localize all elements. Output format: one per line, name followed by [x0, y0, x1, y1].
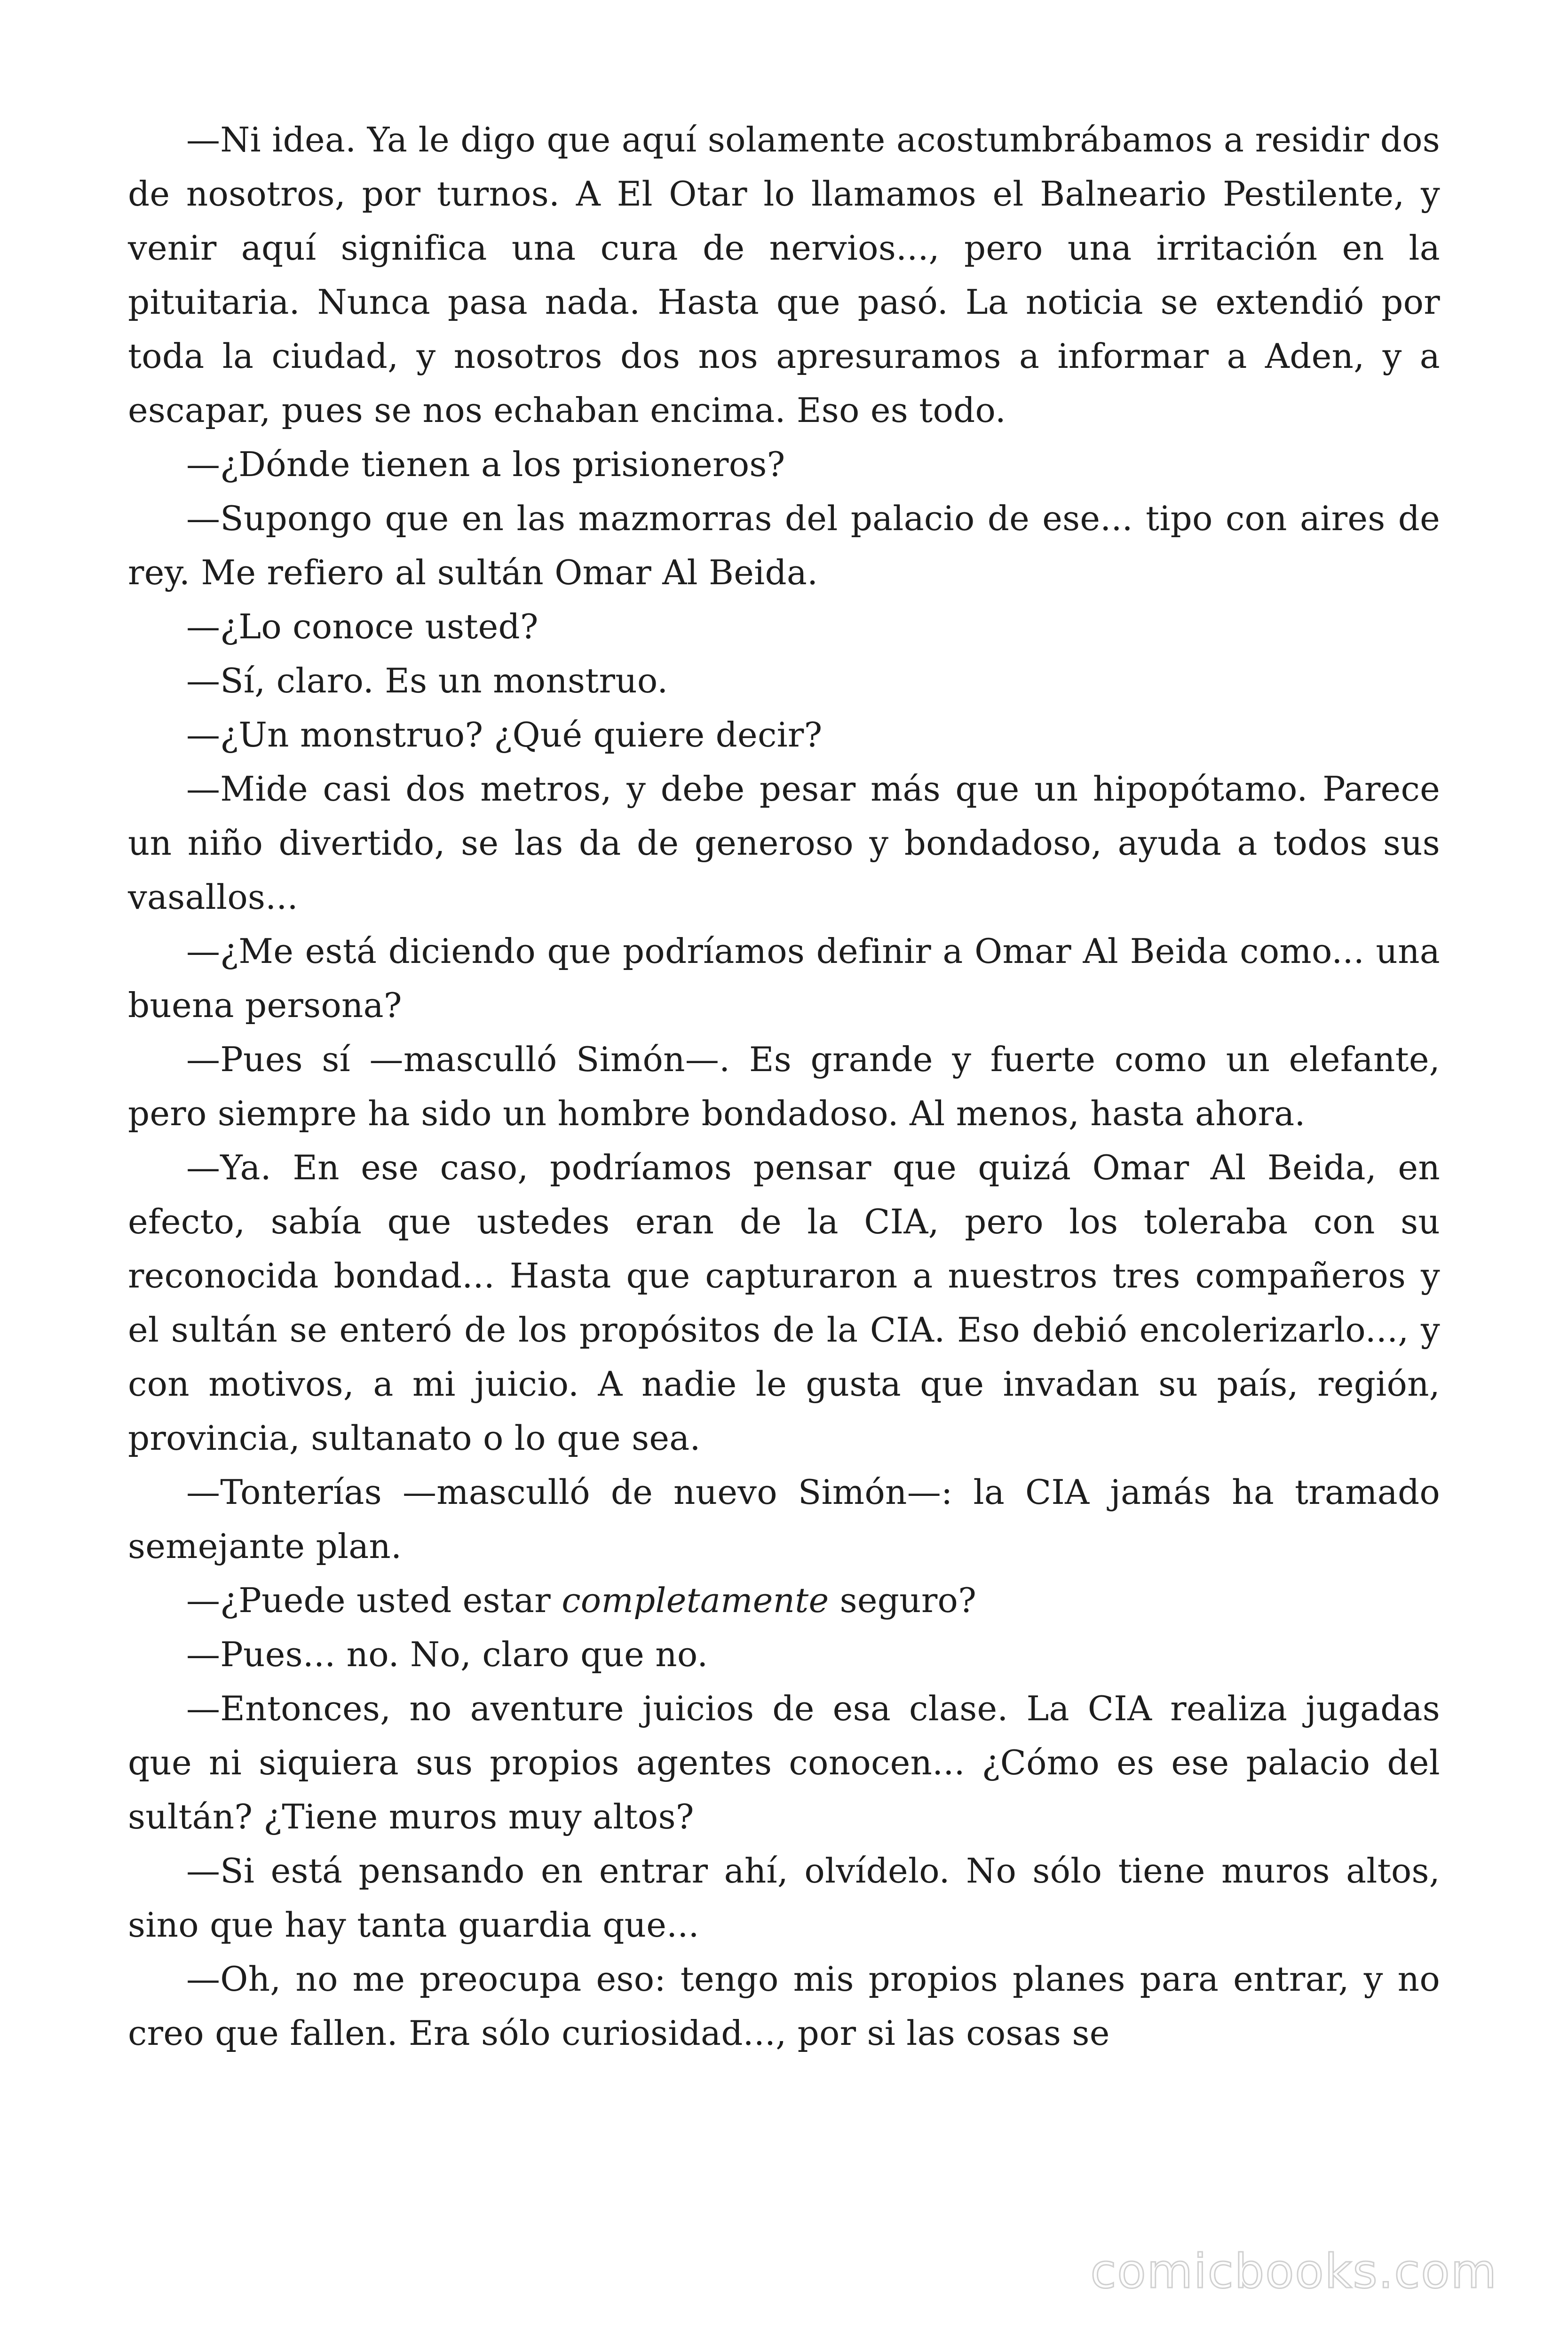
- paragraph: [128, 1573, 1440, 1628]
- paragraph: —¿Me está diciendo que podríamos definir a Omar Al Beida como... una buena persona?: [128, 931, 1440, 1025]
- paragraph: —Mide casi dos metros, y debe pesar más que un hipopótamo. Parece un niño divertido, se las da de generoso y bondadoso, ayuda a todos sus vasallos...: [128, 769, 1440, 917]
- paragraph-text: —¿Puede usted estar: [186, 1581, 562, 1620]
- paragraph: —¿Lo conoce usted?: [186, 607, 539, 646]
- paragraph-text: seguro?: [829, 1581, 977, 1620]
- paragraph: —Ni idea. Ya le digo que aquí solamente acostumbrábamos a residir dos de nosotros, por turnos. A El Otar lo llamamos el Balneario Pestilente, y venir aquí significa una cura de nervios..., pero una irritación en la pituitaria. Nunca pasa nada. Hasta que pasó. La noticia se extendió por toda la ciudad, y nosotros dos nos apresuramos a informar a Aden, y a escapar, pues se nos echaban encima. Eso es todo.: [128, 120, 1440, 430]
- paragraph: —Si está pensando en entrar ahí, olvídelo. No sólo tiene muros altos, sino que hay tanta guardia que...: [128, 1851, 1440, 1945]
- paragraph: —Tonterías —masculló de nuevo Simón—: la CIA jamás ha tramado semejante plan.: [128, 1472, 1440, 1566]
- paragraph: —¿Un monstruo? ¿Qué quiere decir?: [186, 715, 823, 755]
- paragraph: —Sí, claro. Es un monstruo.: [186, 661, 668, 700]
- paragraph: —¿Dónde tienen a los prisioneros?: [186, 445, 785, 484]
- paragraph: —Supongo que en las mazmorras del palacio de ese... tipo con aires de rey. Me refiero al sultán Omar Al Beida.: [128, 499, 1440, 592]
- book-page-body: [128, 113, 1440, 2060]
- paragraph: —Pues sí —masculló Simón—. Es grande y fuerte como un elefante, pero siempre ha sido un hombre bondadoso. Al menos, hasta ahora.: [128, 1040, 1440, 1133]
- paragraph: —Ya. En ese caso, podríamos pensar que quizá Omar Al Beida, en efecto, sabía que ustedes eran de la CIA, pero los toleraba con su reconocida bondad... Hasta que capturaron a nuestros tres compañeros y el sultán se enteró de los propósitos de la CIA. Eso debió encolerizarlo..., y con motivos, a mi juicio. A nadie le gusta que invadan su país, región, provincia, sultanato o lo que sea.: [128, 1148, 1440, 1458]
- watermark: comicbooks.com: [1090, 2244, 1497, 2299]
- paragraph: —Oh, no me preocupa eso: tengo mis propios planes para entrar, y no creo que fallen. Era sólo curiosidad..., por si las cosas se: [128, 1959, 1440, 2053]
- paragraph: —Pues... no. No, claro que no.: [186, 1635, 708, 1674]
- paragraph: —Entonces, no aventure juicios de esa clase. La CIA realiza jugadas que ni siquiera sus propios agentes conocen... ¿Cómo es ese palacio del sultán? ¿Tiene muros muy altos?: [128, 1689, 1440, 1836]
- emphasized-word: completamente: [562, 1581, 829, 1620]
